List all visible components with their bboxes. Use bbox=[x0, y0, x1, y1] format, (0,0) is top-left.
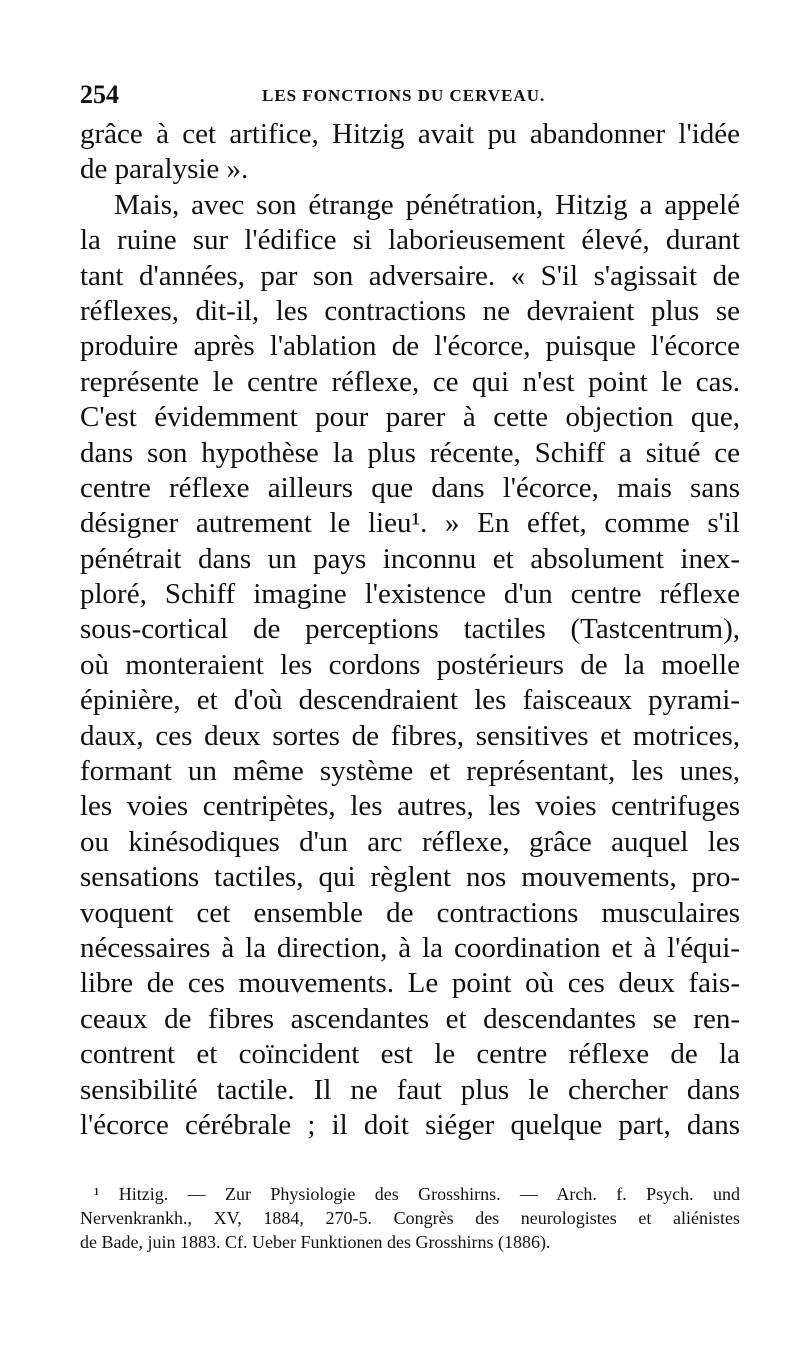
text-line: libre de ces mouvements. Le point où ces deux fais- bbox=[80, 967, 740, 1000]
text-line: dans son hypothèse la plus récente, Schiff a situé ce bbox=[80, 436, 740, 469]
text-line: ploré, Schiff imagine l'existence d'un centre réflexe bbox=[80, 578, 740, 611]
running-head: LES FONCTIONS DU CERVEAU. bbox=[262, 86, 546, 105]
text-line: daux, ces deux sortes de fibres, sensitives et motrices, bbox=[80, 719, 740, 752]
text-line: sensibilité tactile. Il ne faut plus le chercher dans bbox=[80, 1073, 740, 1106]
text-line: réflexes, dit-il, les contractions ne devraient plus se bbox=[80, 294, 740, 327]
text-line: ceaux de fibres ascendantes et descendantes se ren- bbox=[80, 1002, 740, 1035]
text-line: où monteraient les cordons postérieurs de la moelle bbox=[80, 648, 740, 681]
text-line: formant un même système et représentant, les unes, bbox=[80, 755, 740, 788]
text-line: grâce à cet artifice, Hitzig avait pu abandonner l'idée bbox=[80, 118, 740, 150]
text-line: la ruine sur l'édifice si laborieusement élevé, durant bbox=[80, 224, 740, 257]
page-number: 254 bbox=[80, 80, 119, 109]
text-line: Mais, avec son étrange pénétration, Hitzig a appelé bbox=[114, 188, 740, 221]
text-line: centre réflexe ailleurs que dans l'écorce, mais sans bbox=[80, 471, 740, 504]
text-line: désigner autrement le lieu¹. » En effet, comme s'il bbox=[80, 507, 740, 540]
footnote bbox=[80, 1182, 740, 1254]
page-header bbox=[80, 80, 740, 110]
text-line: de paralysie ». bbox=[80, 153, 249, 186]
text-line: représente le centre réflexe, ce qui n'est point le cas. bbox=[80, 365, 740, 398]
text-line: sensations tactiles, qui règlent nos mouvements, pro- bbox=[80, 861, 740, 894]
text-line: nécessaires à la direction, à la coordination et à l'équi- bbox=[80, 931, 740, 964]
body-text bbox=[80, 117, 740, 1143]
footnote-line: de Bade, juin 1883. Cf. Ueber Funktionen des Grosshirns (1886). bbox=[80, 1232, 551, 1252]
text-line: pénétrait dans un pays inconnu et absolument inex- bbox=[80, 542, 740, 575]
text-line: contrent et coïncident est le centre réflexe de la bbox=[80, 1038, 740, 1071]
text-line: sous-cortical de perceptions tactiles (Tastcentrum), bbox=[80, 613, 740, 646]
text-line: tant d'années, par son adversaire. « S'il s'agissait de bbox=[80, 259, 740, 292]
text-line: produire après l'ablation de l'écorce, puisque l'écorce bbox=[80, 330, 740, 363]
text-line: voquent cet ensemble de contractions musculaires bbox=[80, 896, 740, 929]
text-line: l'écorce cérébrale ; il doit siéger quelque part, dans bbox=[80, 1108, 740, 1141]
footnote-line: Nervenkrankh., XV, 1884, 270-5. Congrès des neurologistes et aliénistes bbox=[80, 1208, 740, 1228]
text-line: les voies centripètes, les autres, les voies centrifuges bbox=[80, 790, 740, 823]
footnote-line: ¹ Hitzig. — Zur Physiologie des Grosshirns. — Arch. f. Psych. und bbox=[94, 1184, 740, 1204]
text-line: épinière, et d'où descendraient les faisceaux pyrami- bbox=[80, 684, 740, 717]
text-line: C'est évidemment pour parer à cette objection que, bbox=[80, 401, 740, 434]
text-line: ou kinésodiques d'un arc réflexe, grâce auquel les bbox=[80, 825, 740, 858]
